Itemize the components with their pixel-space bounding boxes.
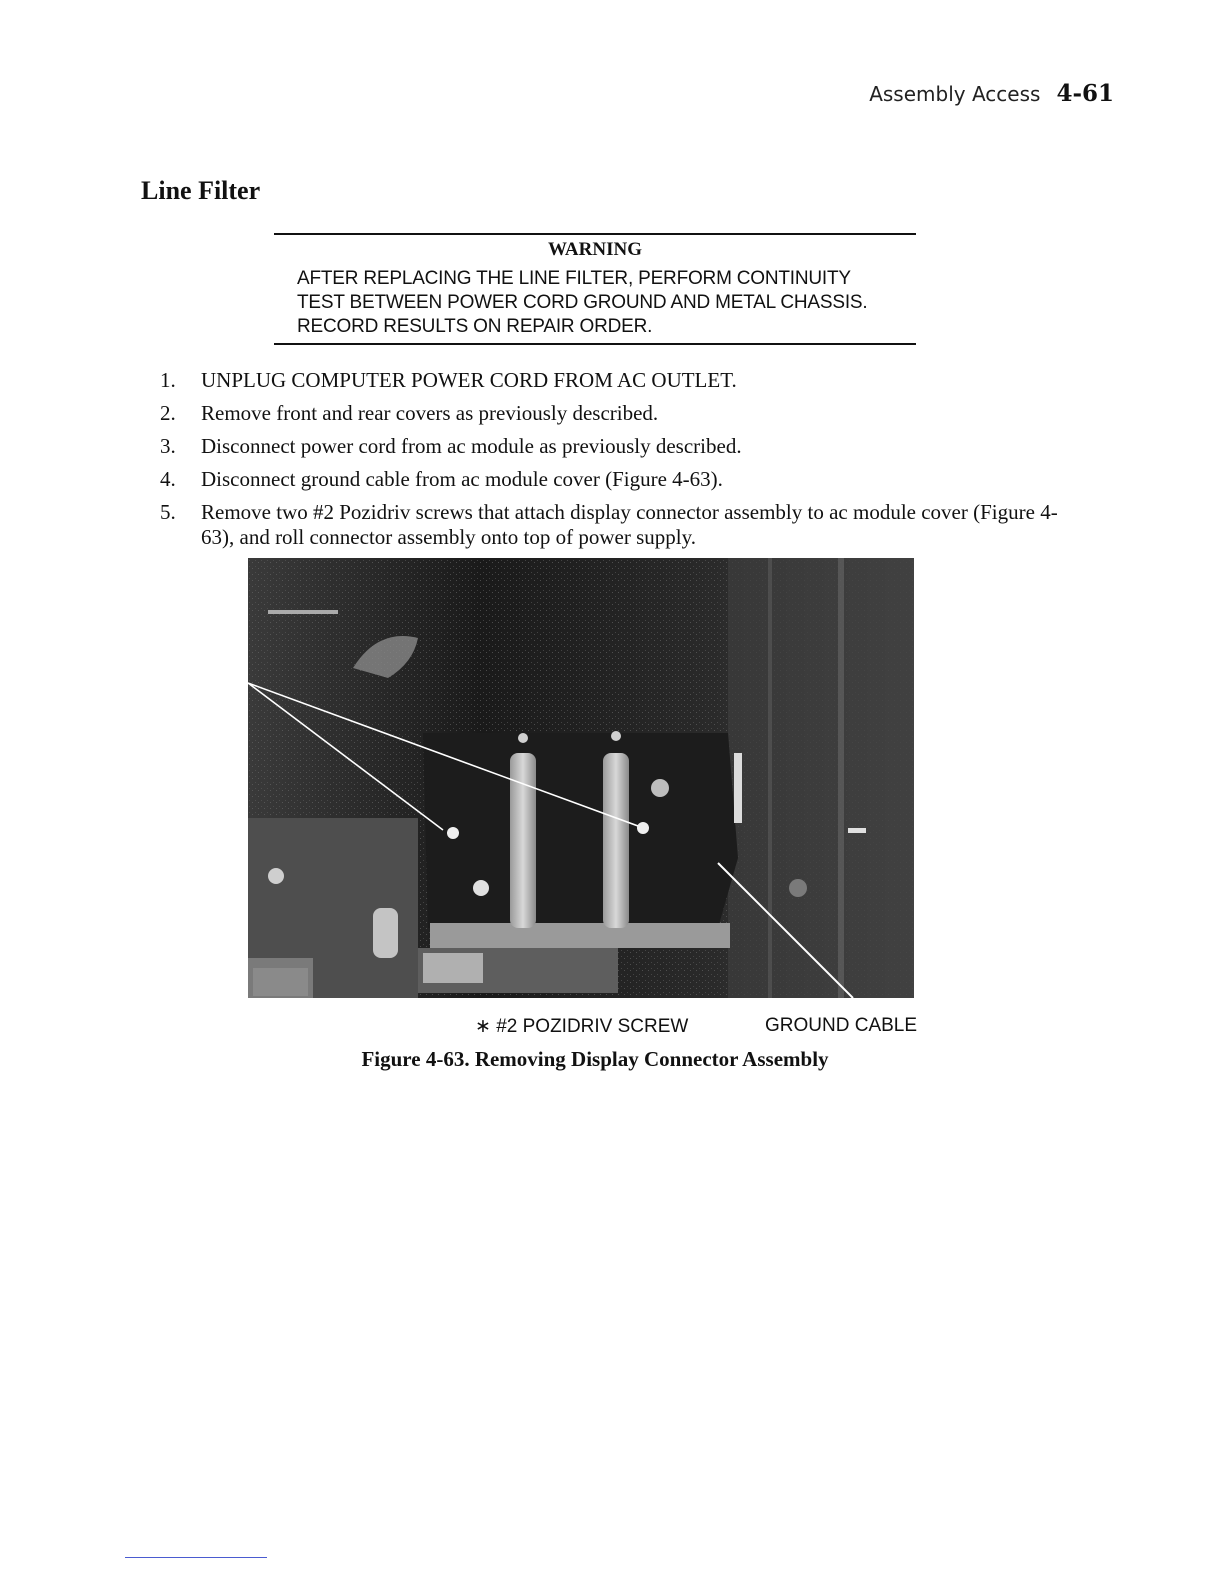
figure-photo xyxy=(248,558,914,998)
step-number: 2. xyxy=(160,401,176,425)
warning-heading: WARNING xyxy=(548,239,642,260)
figure-caption: Figure 4-63. Removing Display Connector Assembly xyxy=(361,1047,829,1071)
callout-ground-label: GROUND CABLE xyxy=(765,1015,918,1036)
warning-line: RECORD RESULTS ON REPAIR ORDER. xyxy=(297,316,653,337)
step-number: 1. xyxy=(160,368,176,392)
warning-box xyxy=(274,233,916,345)
footer-rule xyxy=(125,1557,267,1558)
procedure-steps xyxy=(160,368,1060,558)
step-text: Remove front and rear covers as previously described. xyxy=(201,401,659,425)
step-text: UNPLUG COMPUTER POWER CORD FROM AC OUTLET. xyxy=(201,368,737,392)
running-head xyxy=(869,80,1114,107)
step-text: Disconnect ground cable from ac module cover (Figure 4-63). xyxy=(201,467,723,491)
step-text: Disconnect power cord from ac module as previously described. xyxy=(201,434,742,458)
page-number: 4-61 xyxy=(1056,80,1114,107)
step-item xyxy=(160,434,1060,459)
step-number: 4. xyxy=(160,467,176,491)
step-item xyxy=(160,368,1060,393)
section-title: Line Filter xyxy=(141,176,261,205)
step-text: Remove two #2 Pozidriv screws that attach display connector assembly to ac module cover (Figure 4-63), and roll connector assembly onto top of power supply. xyxy=(201,500,1058,549)
warning-line: TEST BETWEEN POWER CORD GROUND AND METAL CHASSIS. xyxy=(297,292,868,313)
step-number: 5. xyxy=(160,500,176,524)
step-item xyxy=(160,401,1060,426)
running-head-section: Assembly Access xyxy=(869,82,1041,106)
step-number: 3. xyxy=(160,434,176,458)
step-item xyxy=(160,500,1060,550)
callout-screw-label: ∗ #2 POZIDRIV SCREW xyxy=(475,1016,689,1037)
warning-line: AFTER REPLACING THE LINE FILTER, PERFORM CONTINUITY xyxy=(297,268,851,289)
step-item xyxy=(160,467,1060,492)
